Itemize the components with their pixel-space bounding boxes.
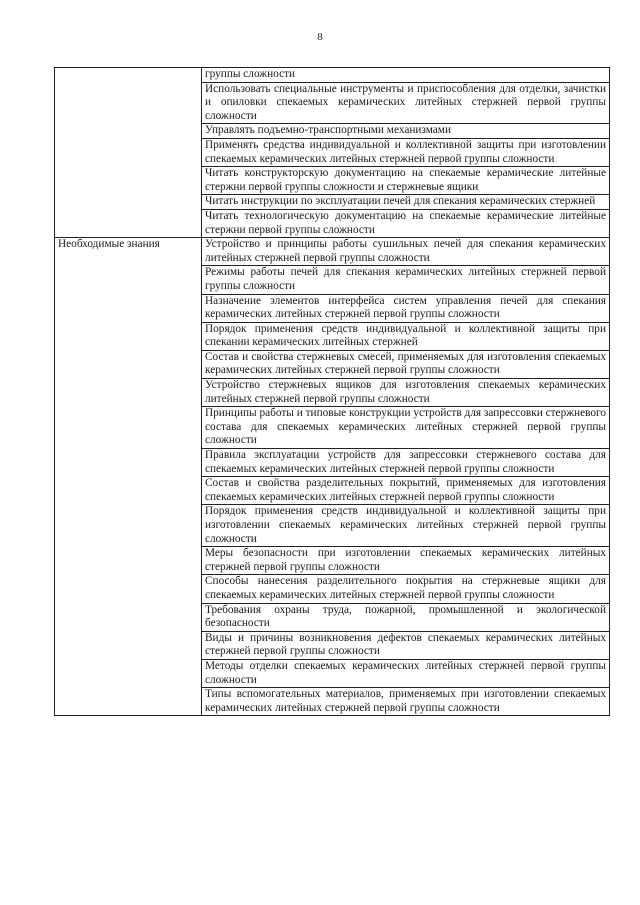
knowledge-cell: Порядок применения средств индивидуальной и коллективной защиты при изготовлении спекаемых керамических литейных стержней первой группы сложности [202,505,610,547]
table-row [55,659,610,687]
left-cell-empty [55,167,202,195]
knowledge-cell: Назначение элементов интерфейса систем управления печей для спекания керамических литейных стержней первой группы сложности [202,294,610,322]
knowledge-cell: Способы нанесения разделительного покрытия на стержневые ящики для спекаемых керамических литейных стержней первой группы сложности [202,575,610,603]
left-cell-empty [55,449,202,477]
left-cell-empty [55,477,202,505]
knowledge-cell: Режимы работы печей для спекания керамических литейных стержней первой группы сложности [202,266,610,294]
skill-cell: Читать инструкции по эксплуатации печей для спекания керамических стержней [202,195,610,210]
left-cell-empty [55,631,202,659]
left-cell-empty [55,209,202,237]
knowledge-cell: Состав и свойства разделительных покрытий, применяемых для изготовления спекаемых керамических литейных стержней первой группы сложности [202,477,610,505]
left-cell-empty [55,322,202,350]
left-cell-empty [55,68,202,83]
table-row [55,322,610,350]
left-cell-empty [55,138,202,166]
left-cell-empty [55,575,202,603]
left-cell-empty [55,407,202,449]
left-cell-empty [55,505,202,547]
knowledge-label: Необходимые знания [55,238,202,266]
skill-cell: Использовать специальные инструменты и приспособления для отделки, зачистки и опиловки спекаемых керамических литейных стержней первой группы сложности [202,82,610,124]
knowledge-cell: Правила эксплуатации устройств для запрессовки стержневого состава для спекаемых керамических литейных стержней первой группы сложности [202,449,610,477]
knowledge-cell: Типы вспомогательных материалов, применяемых при изготовлении спекаемых керамических литейных стержней первой группы сложности [202,688,610,716]
knowledge-cell: Виды и причины возникновения дефектов спекаемых керамических литейных стержней первой группы сложности [202,631,610,659]
left-cell-empty [55,659,202,687]
table-row [55,209,610,237]
page-number: 8 [317,31,323,43]
table-row [55,82,610,124]
requirements-table [54,67,610,716]
table-row [55,547,610,575]
skill-cell: Читать конструкторскую документацию на спекаемые керамические литейные стержни первой группы сложности и стержневые ящики [202,167,610,195]
knowledge-cell: Устройство и принципы работы сушильных печей для спекания керамических литейных стержней первой группы сложности [202,238,610,266]
table-row [55,575,610,603]
table-row [55,449,610,477]
left-cell-empty [55,603,202,631]
knowledge-cell: Методы отделки спекаемых керамических литейных стержней первой группы сложности [202,659,610,687]
left-cell-empty [55,124,202,139]
table-row [55,379,610,407]
left-cell-empty [55,379,202,407]
left-cell-empty [55,547,202,575]
table-row [55,477,610,505]
skill-cell: Читать технологическую документацию на спекаемые керамические литейные стержни первой группы сложности [202,209,610,237]
table-row [55,505,610,547]
table-row [55,350,610,378]
table-row [55,631,610,659]
table-row [55,138,610,166]
left-cell-empty [55,294,202,322]
left-cell-empty [55,688,202,716]
knowledge-cell: Устройство стержневых ящиков для изготовления спекаемых керамических литейных стержней первой группы сложности [202,379,610,407]
skill-cell: группы сложности [202,68,610,83]
table-row [55,603,610,631]
table-row [55,195,610,210]
left-cell-empty [55,350,202,378]
left-cell-empty [55,82,202,124]
knowledge-cell: Требования охраны труда, пожарной, промышленной и экологической безопасности [202,603,610,631]
table-row [55,68,610,83]
knowledge-cell: Принципы работы и типовые конструкции устройств для запрессовки стержневого состава для спекаемых керамических литейных стержней первой группы сложности [202,407,610,449]
table-row [55,167,610,195]
table-row [55,294,610,322]
knowledge-cell: Меры безопасности при изготовлении спекаемых керамических литейных стержней первой группы сложности [202,547,610,575]
left-cell-empty [55,195,202,210]
table-row [55,238,610,266]
table-row [55,688,610,716]
table-row [55,266,610,294]
knowledge-cell: Порядок применения средств индивидуальной и коллективной защиты при спекании керамических литейных стержней [202,322,610,350]
skill-cell: Управлять подъемно-транспортными механизмами [202,124,610,139]
knowledge-cell: Состав и свойства стержневых смесей, применяемых для изготовления спекаемых керамических литейных стержней первой группы сложности [202,350,610,378]
skill-cell: Применять средства индивидуальной и коллективной защиты при изготовлении спекаемых керамических литейных стержней первой группы сложности [202,138,610,166]
table-row [55,124,610,139]
table-row [55,407,610,449]
left-cell-empty [55,266,202,294]
